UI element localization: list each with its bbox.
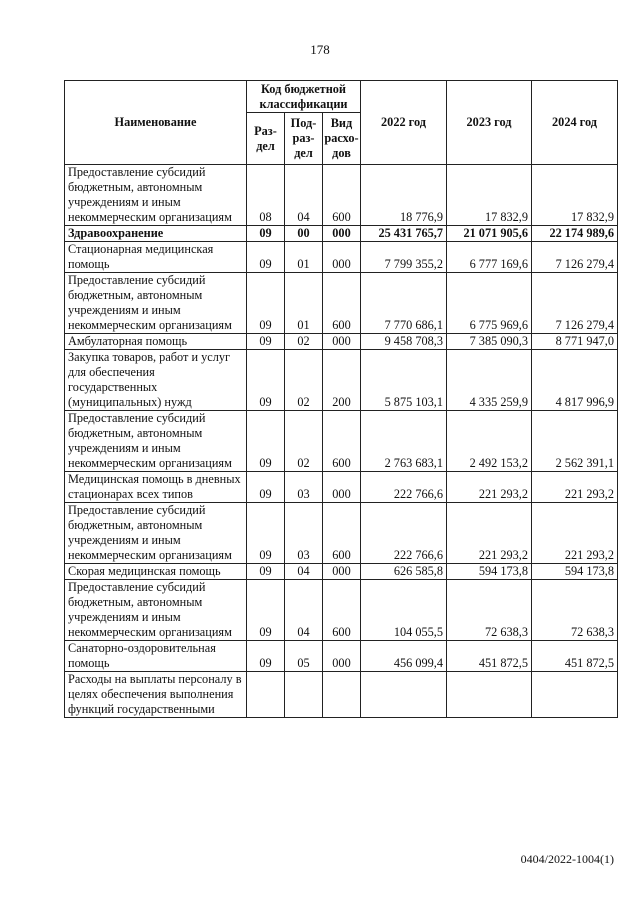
- header-2023: 2023 год: [447, 81, 532, 165]
- table-row: [65, 472, 618, 503]
- row-value-2024: 2 562 391,1: [532, 411, 618, 472]
- table-row: [65, 641, 618, 672]
- header-expense-type: Вид расхо- дов: [323, 113, 361, 165]
- table-row: [65, 580, 618, 641]
- row-value-2023: 221 293,2: [447, 503, 532, 564]
- row-value-2022: 104 055,5: [361, 580, 447, 641]
- row-expense-type: 600: [323, 165, 361, 226]
- row-subsection: 02: [285, 334, 323, 350]
- row-subsection: 00: [285, 226, 323, 242]
- row-name: Скорая медицинская помощь: [65, 564, 247, 580]
- row-section: 09: [247, 503, 285, 564]
- row-value-2024: 17 832,9: [532, 165, 618, 226]
- row-value-2022: 7 799 355,2: [361, 242, 447, 273]
- row-subsection: 05: [285, 641, 323, 672]
- row-value-2024: 221 293,2: [532, 472, 618, 503]
- row-expense-type: 000: [323, 334, 361, 350]
- row-section: 09: [247, 273, 285, 334]
- row-subsection: [285, 672, 323, 718]
- row-value-2022: 9 458 708,3: [361, 334, 447, 350]
- row-expense-type: 600: [323, 503, 361, 564]
- row-subsection: 01: [285, 242, 323, 273]
- page-number: 178: [310, 42, 330, 57]
- header-2022: 2022 год: [361, 81, 447, 165]
- row-value-2023: 6 777 169,6: [447, 242, 532, 273]
- row-name: Предоставление субсидий бюджетным, автономным учреждениям и иным некоммерческим организациям: [65, 411, 247, 472]
- row-name: Стационарная медицинская помощь: [65, 242, 247, 273]
- row-section: 09: [247, 472, 285, 503]
- row-value-2023: [447, 672, 532, 718]
- header-2024: 2024 год: [532, 81, 618, 165]
- row-section: [247, 672, 285, 718]
- table-row: [65, 165, 618, 226]
- header-name: Наименование: [65, 81, 247, 165]
- row-subsection: 03: [285, 503, 323, 564]
- row-name: Предоставление субсидий бюджетным, автономным учреждениям и иным некоммерческим организациям: [65, 165, 247, 226]
- row-value-2023: 4 335 259,9: [447, 350, 532, 411]
- row-expense-type: 200: [323, 350, 361, 411]
- row-value-2024: 594 173,8: [532, 564, 618, 580]
- table-body: [65, 165, 618, 718]
- row-expense-type: 600: [323, 273, 361, 334]
- row-expense-type: 600: [323, 580, 361, 641]
- document-code: 0404/2022-1004(1): [520, 852, 614, 866]
- row-subsection: 02: [285, 350, 323, 411]
- row-value-2024: 7 126 279,4: [532, 273, 618, 334]
- row-value-2022: 2 763 683,1: [361, 411, 447, 472]
- row-value-2024: [532, 672, 618, 718]
- row-value-2024: 22 174 989,6: [532, 226, 618, 242]
- budget-table: [64, 80, 618, 718]
- row-name: Закупка товаров, работ и услуг для обеспечения государственных (муниципальных) нужд: [65, 350, 247, 411]
- row-name: Санаторно-оздоровительная помощь: [65, 641, 247, 672]
- row-name: Предоставление субсидий бюджетным, автономным учреждениям и иным некоммерческим организациям: [65, 580, 247, 641]
- table-row: [65, 242, 618, 273]
- row-section: 09: [247, 350, 285, 411]
- row-value-2022: 5 875 103,1: [361, 350, 447, 411]
- table-row: [65, 273, 618, 334]
- row-value-2022: 25 431 765,7: [361, 226, 447, 242]
- row-value-2022: 456 099,4: [361, 641, 447, 672]
- header-section: Раз- дел: [247, 113, 285, 165]
- row-section: 09: [247, 334, 285, 350]
- table-row: [65, 672, 618, 718]
- row-section: 09: [247, 226, 285, 242]
- row-value-2022: 18 776,9: [361, 165, 447, 226]
- row-subsection: 04: [285, 564, 323, 580]
- row-value-2023: 21 071 905,6: [447, 226, 532, 242]
- table-row: [65, 503, 618, 564]
- table-row: [65, 411, 618, 472]
- row-section: 09: [247, 242, 285, 273]
- row-value-2024: 451 872,5: [532, 641, 618, 672]
- table-row: [65, 564, 618, 580]
- row-subsection: 04: [285, 580, 323, 641]
- row-value-2024: 8 771 947,0: [532, 334, 618, 350]
- table-row: [65, 226, 618, 242]
- row-subsection: 04: [285, 165, 323, 226]
- row-expense-type: [323, 672, 361, 718]
- table-row: [65, 334, 618, 350]
- row-value-2023: 7 385 090,3: [447, 334, 532, 350]
- row-subsection: 01: [285, 273, 323, 334]
- row-value-2024: 7 126 279,4: [532, 242, 618, 273]
- row-value-2022: 7 770 686,1: [361, 273, 447, 334]
- row-section: 09: [247, 580, 285, 641]
- row-value-2023: 2 492 153,2: [447, 411, 532, 472]
- header-code-group: Код бюджетной классификации: [247, 81, 361, 113]
- row-expense-type: 000: [323, 564, 361, 580]
- row-name: Предоставление субсидий бюджетным, автономным учреждениям и иным некоммерческим организациям: [65, 503, 247, 564]
- row-value-2023: 221 293,2: [447, 472, 532, 503]
- row-name: Предоставление субсидий бюджетным, автономным учреждениям и иным некоммерческим организациям: [65, 273, 247, 334]
- row-value-2022: [361, 672, 447, 718]
- row-name: Амбулаторная помощь: [65, 334, 247, 350]
- row-subsection: 03: [285, 472, 323, 503]
- row-value-2023: 6 775 969,6: [447, 273, 532, 334]
- row-value-2023: 72 638,3: [447, 580, 532, 641]
- row-section: 09: [247, 641, 285, 672]
- row-expense-type: 600: [323, 411, 361, 472]
- row-expense-type: 000: [323, 226, 361, 242]
- row-section: 08: [247, 165, 285, 226]
- row-value-2022: 222 766,6: [361, 503, 447, 564]
- row-name: Расходы на выплаты персоналу в целях обеспечения выполнения функций государственными: [65, 672, 247, 718]
- row-value-2022: 222 766,6: [361, 472, 447, 503]
- row-expense-type: 000: [323, 242, 361, 273]
- row-value-2022: 626 585,8: [361, 564, 447, 580]
- header-subsection: Под- раз- дел: [285, 113, 323, 165]
- table-row: [65, 350, 618, 411]
- row-value-2023: 17 832,9: [447, 165, 532, 226]
- row-value-2024: 221 293,2: [532, 503, 618, 564]
- row-value-2024: 72 638,3: [532, 580, 618, 641]
- row-subsection: 02: [285, 411, 323, 472]
- row-expense-type: 000: [323, 472, 361, 503]
- row-value-2023: 594 173,8: [447, 564, 532, 580]
- row-name: Медицинская помощь в дневных стационарах всех типов: [65, 472, 247, 503]
- row-expense-type: 000: [323, 641, 361, 672]
- row-section: 09: [247, 411, 285, 472]
- row-name: Здравоохранение: [65, 226, 247, 242]
- row-value-2024: 4 817 996,9: [532, 350, 618, 411]
- row-section: 09: [247, 564, 285, 580]
- row-value-2023: 451 872,5: [447, 641, 532, 672]
